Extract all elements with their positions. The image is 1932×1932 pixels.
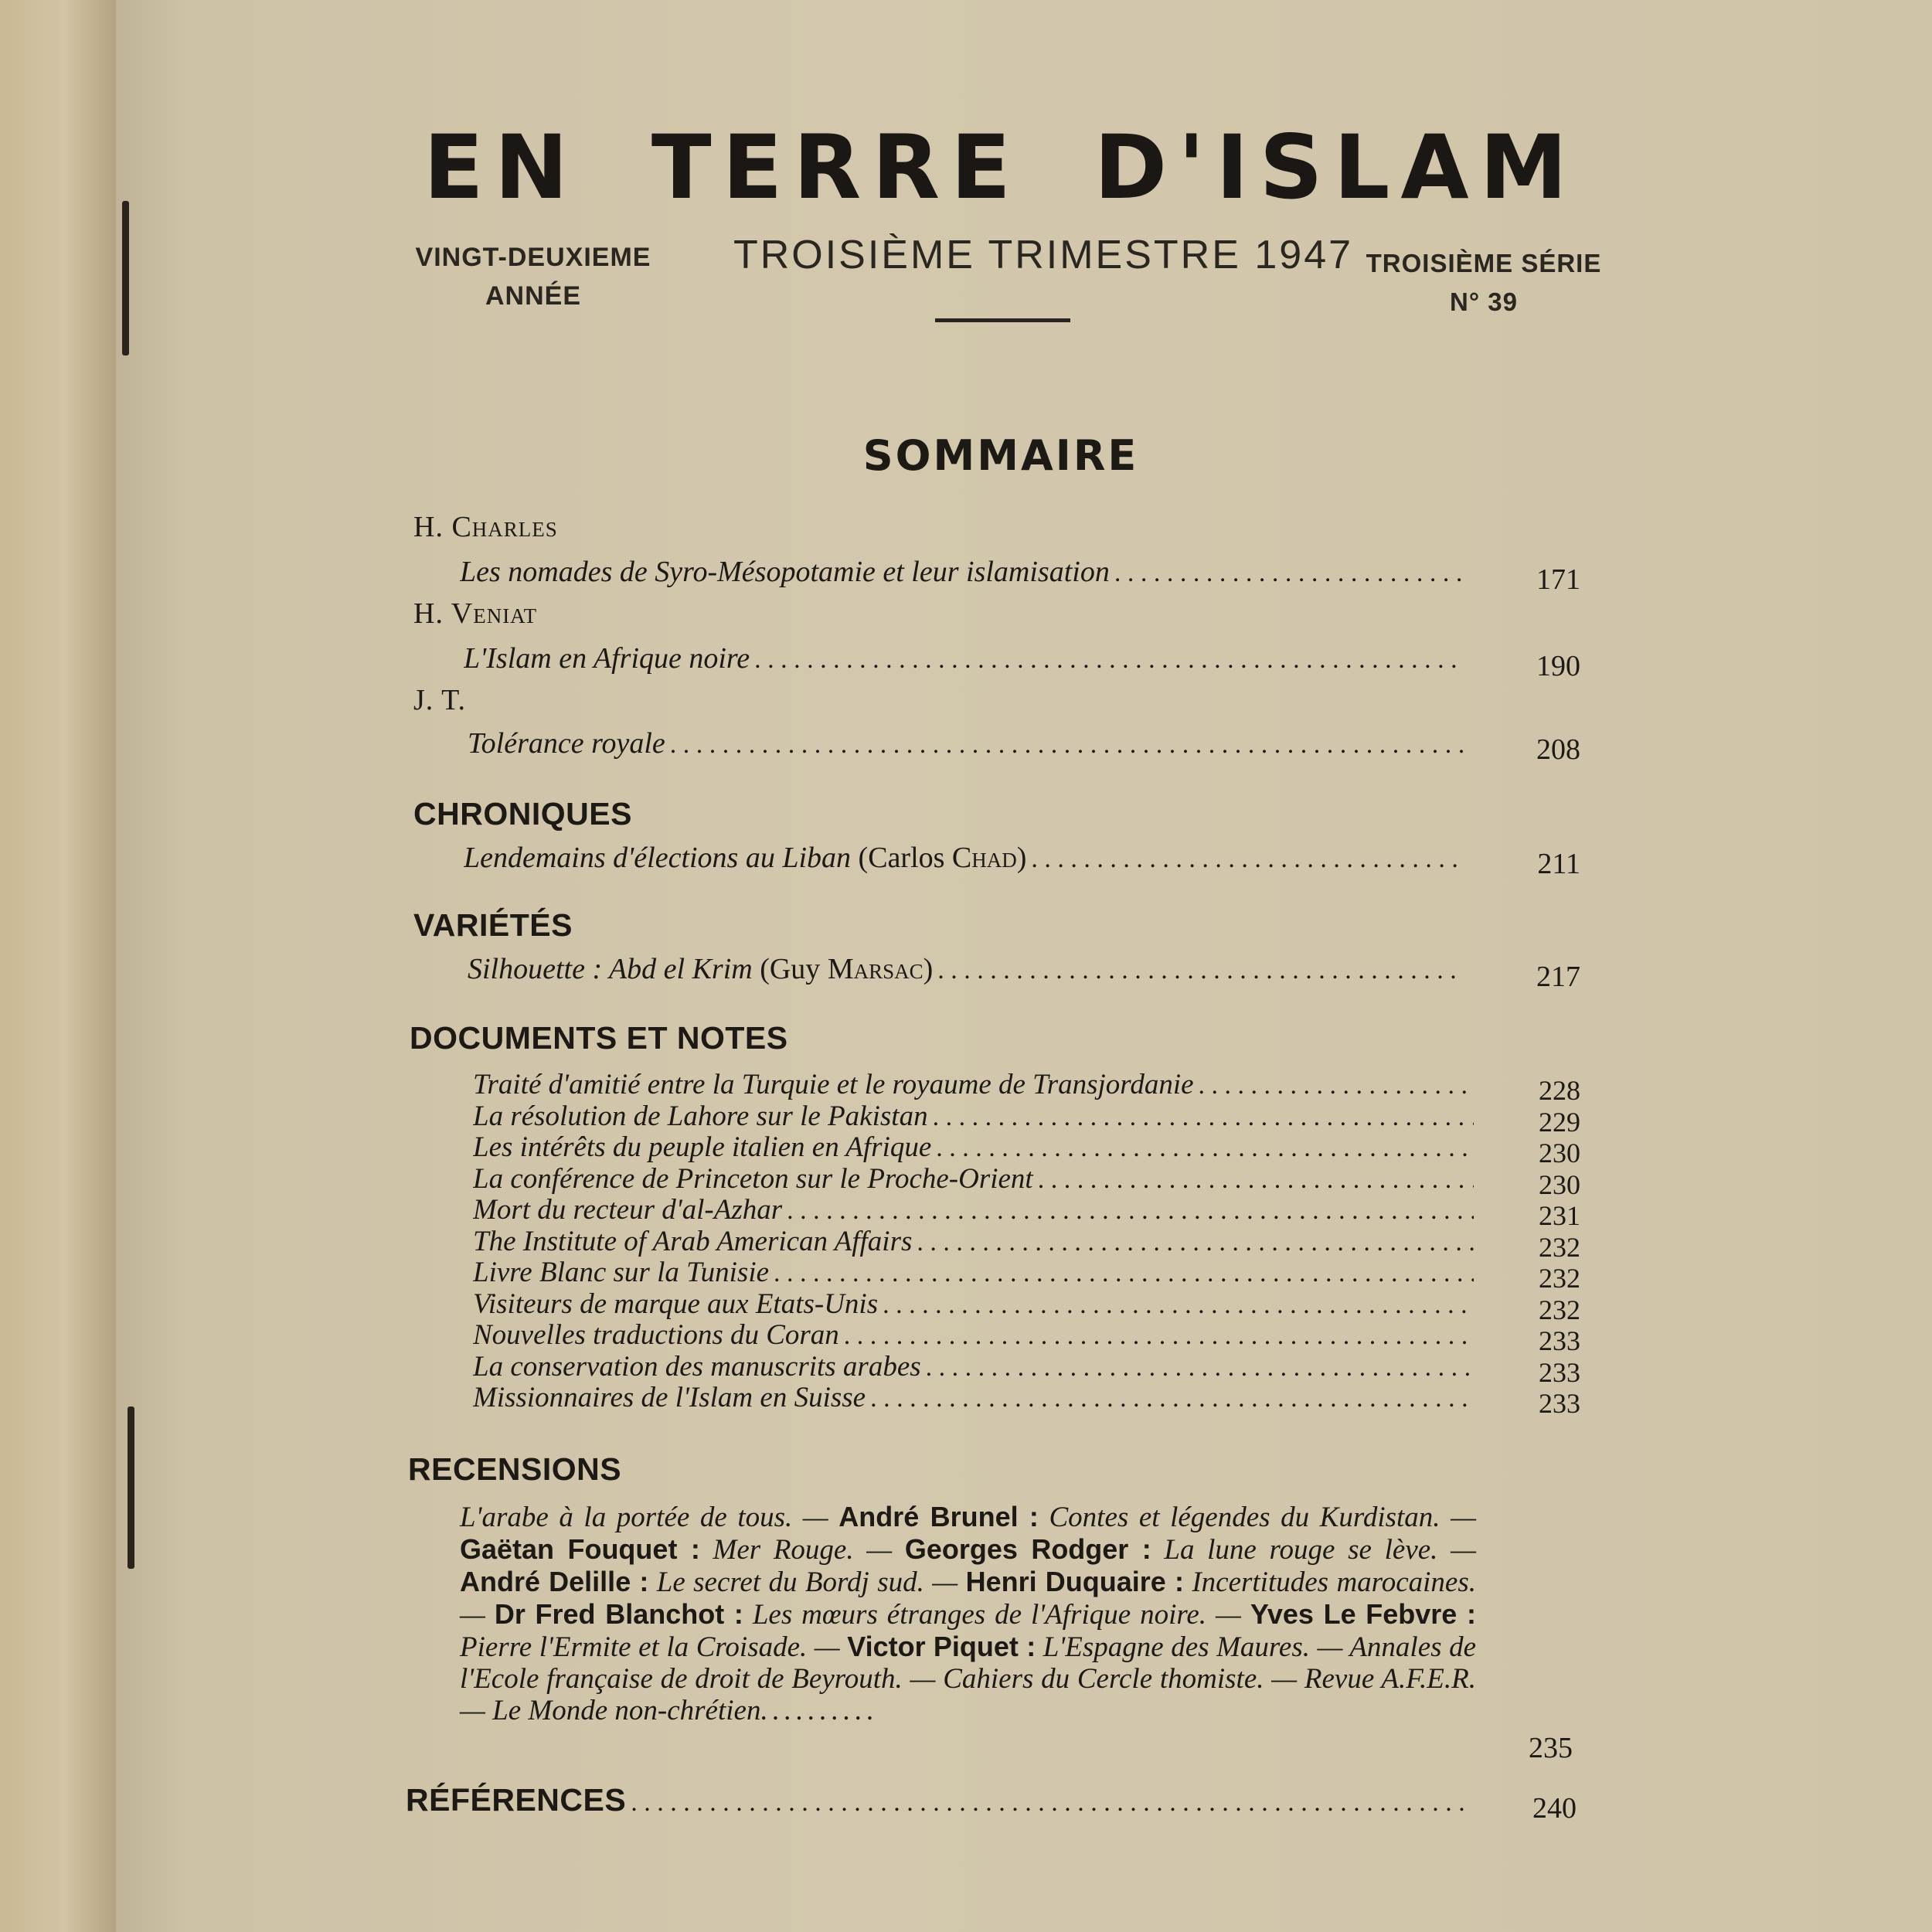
- review-text: La lune rouge se lève. —: [1151, 1534, 1476, 1566]
- review-text: Le secret du Bordj sud. —: [648, 1566, 966, 1598]
- chronique-entry[interactable]: [464, 841, 1464, 879]
- page-number: 230: [1539, 1138, 1580, 1168]
- page-number: 232: [1539, 1294, 1580, 1325]
- document-title: Missionnaires de l'Islam en Suisse: [473, 1382, 866, 1413]
- page-number: 228: [1539, 1075, 1580, 1106]
- article-author: J. T.: [413, 684, 466, 716]
- review-text: Les mœurs étranges de l'Afrique noire. —: [743, 1599, 1250, 1631]
- review-author: Henri Duquaire :: [965, 1566, 1184, 1597]
- chronique-title: Lendemains d'élections au Liban: [464, 842, 852, 874]
- page-number: 232: [1539, 1231, 1580, 1263]
- chronique-author-suffix: ): [1016, 842, 1027, 874]
- year-line-1: VINGT-DEUXIEME: [415, 243, 651, 272]
- recensions-paragraph: [460, 1501, 1476, 1726]
- document-title: Les intérêts du peuple italien en Afrique: [473, 1131, 932, 1163]
- document-title: La conférence de Princeton sur le Proche-Orient: [473, 1162, 1033, 1195]
- serie-label: [1360, 244, 1607, 321]
- page-number: 217: [1536, 961, 1580, 993]
- article-title: Les nomades de Syro-Mésopotamie et leur islamisation: [460, 556, 1110, 588]
- page-number: 211: [1537, 848, 1580, 880]
- review-author: André Delille :: [460, 1566, 649, 1597]
- article-author: H. Charles: [413, 511, 558, 543]
- document-title: La résolution de Lahore sur le Pakistan: [473, 1100, 928, 1132]
- left-page-gutter: [0, 0, 116, 1932]
- section-heading-chroniques: CHRONIQUES: [413, 796, 632, 832]
- page-number: 233: [1539, 1388, 1580, 1419]
- page-number: 190: [1536, 650, 1580, 682]
- chronique-author-name: Chad: [951, 842, 1017, 874]
- review-text: Pierre l'Ermite et la Croisade. —: [460, 1631, 848, 1663]
- document-title: Nouvelles traductions du Coran: [473, 1319, 839, 1351]
- journal-title: EN TERRE D'ISLAM: [423, 116, 1579, 219]
- review-author: Dr Fred Blanchot :: [494, 1598, 743, 1630]
- document-entry[interactable]: [473, 1381, 1474, 1420]
- variete-author-name: Marsac: [827, 953, 923, 985]
- contents-heading: SOMMAIRE: [862, 431, 1139, 480]
- year-label: [402, 238, 665, 315]
- variete-author-prefix: (Guy: [760, 953, 828, 985]
- year-line-2: ANNÉE: [485, 281, 582, 311]
- issue-number: N° 39: [1450, 287, 1518, 316]
- quarter-label: TROISIÈME TRIMESTRE 1947: [733, 233, 1354, 277]
- page-number: 232: [1539, 1263, 1580, 1294]
- page-number: 229: [1539, 1106, 1580, 1138]
- page-number: 231: [1539, 1200, 1580, 1231]
- document-title: Livre Blanc sur la Tunisie: [473, 1257, 770, 1288]
- header-divider: [935, 318, 1070, 322]
- article-entry[interactable]: [464, 641, 1464, 680]
- document-title: Visiteurs de marque aux Etats-Unis: [473, 1287, 879, 1320]
- section-heading-varietes: VARIÉTÉS: [413, 907, 573, 943]
- review-author: Gaëtan Fouquet :: [460, 1533, 700, 1565]
- review-text: Mer Rouge. —: [699, 1534, 905, 1566]
- page-number: 233: [1539, 1356, 1580, 1388]
- review-text: L'arabe à la portée de tous. —: [460, 1502, 839, 1533]
- review-author: Georges Rodger :: [904, 1533, 1151, 1565]
- review-author: Victor Piquet :: [847, 1631, 1036, 1662]
- page-number: 233: [1539, 1325, 1580, 1356]
- document-title: Mort du recteur d'al-Azhar: [473, 1194, 783, 1226]
- page-number: 230: [1539, 1168, 1580, 1200]
- leader-dots: ..........: [760, 1695, 879, 1726]
- page-number: 208: [1536, 733, 1580, 766]
- article-title: Tolérance royale: [468, 727, 665, 760]
- review-author: Yves Le Febvre :: [1250, 1598, 1476, 1630]
- article-entry[interactable]: [460, 555, 1464, 594]
- variete-title: Silhouette : Abd el Krim: [468, 953, 753, 985]
- section-heading-documents: DOCUMENTS ET NOTES: [410, 1020, 788, 1056]
- section-heading-recensions: RECENSIONS: [408, 1451, 622, 1487]
- references-entry[interactable]: [406, 1782, 1464, 1818]
- review-text: Contes et légendes du Kurdistan. —: [1038, 1502, 1477, 1533]
- document-title: Traité d'amitié entre la Turquie et le royaume de Transjordanie: [473, 1069, 1194, 1100]
- article-title: L'Islam en Afrique noire: [464, 642, 750, 675]
- page-number: 240: [1532, 1792, 1577, 1825]
- review-text: L'Espagne des Maures. — Annales de l'Ecole française de droit de Beyrouth. — Cahiers du Cercle thomiste. — Revue A.F.E.R. — Le Monde non-chrétien: [460, 1631, 1476, 1726]
- variete-entry[interactable]: [468, 952, 1464, 991]
- page-number: 235: [1529, 1732, 1573, 1764]
- document-title: La conservation des manuscrits arabes: [473, 1350, 921, 1383]
- binding-stitch-bottom: [128, 1406, 134, 1569]
- document-title: The Institute of Arab American Affairs: [473, 1225, 913, 1257]
- binding-stitch-top: [122, 201, 129, 355]
- review-text: Incertitudes marocaines. —: [460, 1566, 1476, 1631]
- serie-line-1: TROISIÈME SÉRIE: [1366, 249, 1602, 277]
- section-heading-references: RÉFÉRENCES: [406, 1782, 627, 1818]
- chronique-author-prefix: (Carlos: [858, 842, 952, 874]
- variete-author-suffix: ): [923, 953, 934, 985]
- review-author: André Brunel :: [838, 1501, 1039, 1532]
- article-author: H. Veniat: [413, 597, 538, 630]
- article-entry[interactable]: [468, 726, 1464, 765]
- page-number: 171: [1536, 563, 1580, 596]
